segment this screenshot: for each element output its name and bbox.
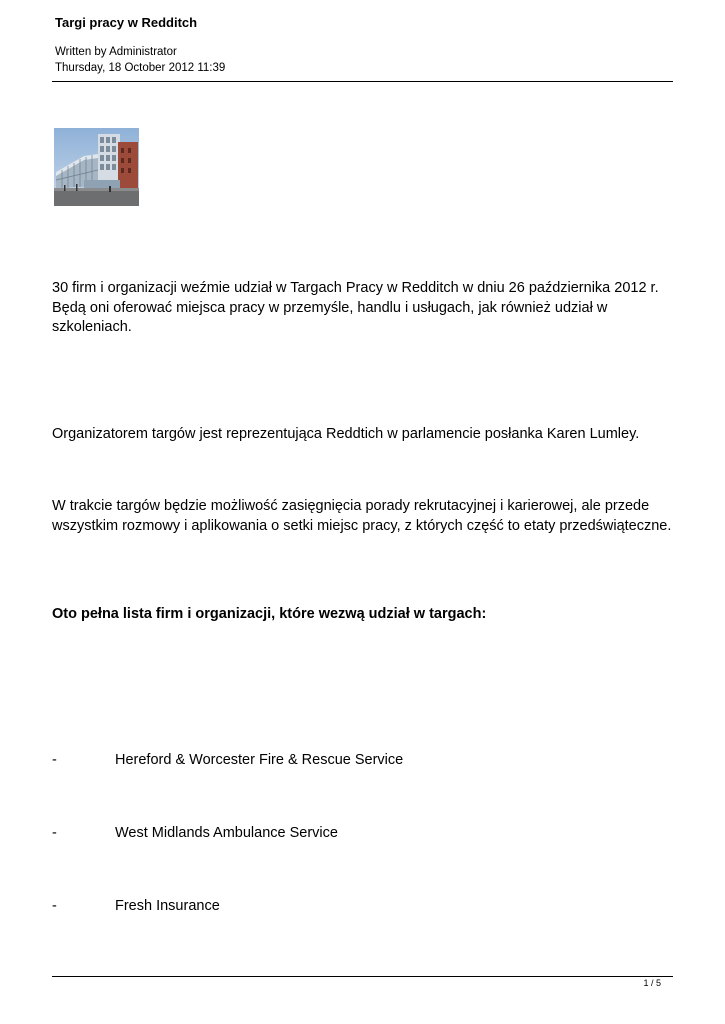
list-heading: Oto pełna lista firm i organizacji, które wezwą udział w targach: [52, 606, 487, 622]
list-item [52, 898, 672, 918]
organizer-paragraph: Organizatorem targów jest reprezentująca Reddtich w parlamencie posłanka Karen Lumley. [52, 426, 640, 442]
list-item [52, 825, 672, 845]
list-dash: - [52, 752, 57, 768]
list-dash: - [52, 825, 57, 841]
list-dash: - [52, 898, 57, 914]
intro-paragraph: 30 firm i organizacji weźmie udział w Targach Pracy w Redditch w dniu 26 października 2012 r. Będą oni oferować miejsca pracy w przemyśle, handlu i usługach, jak również udział w szkoleniach. [52, 280, 659, 335]
details-paragraph: W trakcie targów będzie możliwość zasięgnięcia porady rekrutacyjnej i karierowej, ale przede wszystkim rozmowy i aplikowania o setki miejsc pracy, z których część to etaty przedświąteczne. [52, 498, 672, 534]
article-photo [54, 128, 139, 206]
list-item-name: West Midlands Ambulance Service [115, 825, 338, 841]
list-item-name: Fresh Insurance [115, 898, 220, 914]
article-title: Targi pracy w Redditch [55, 15, 198, 30]
author-line: Written by Administrator [55, 46, 177, 58]
date-line: Thursday, 18 October 2012 11:39 [55, 62, 226, 74]
header-divider [52, 81, 673, 82]
list-item [52, 752, 672, 772]
footer-divider [52, 976, 673, 977]
list-item-name: Hereford & Worcester Fire & Rescue Service [115, 752, 404, 768]
page-number: 1 / 5 [643, 978, 661, 988]
